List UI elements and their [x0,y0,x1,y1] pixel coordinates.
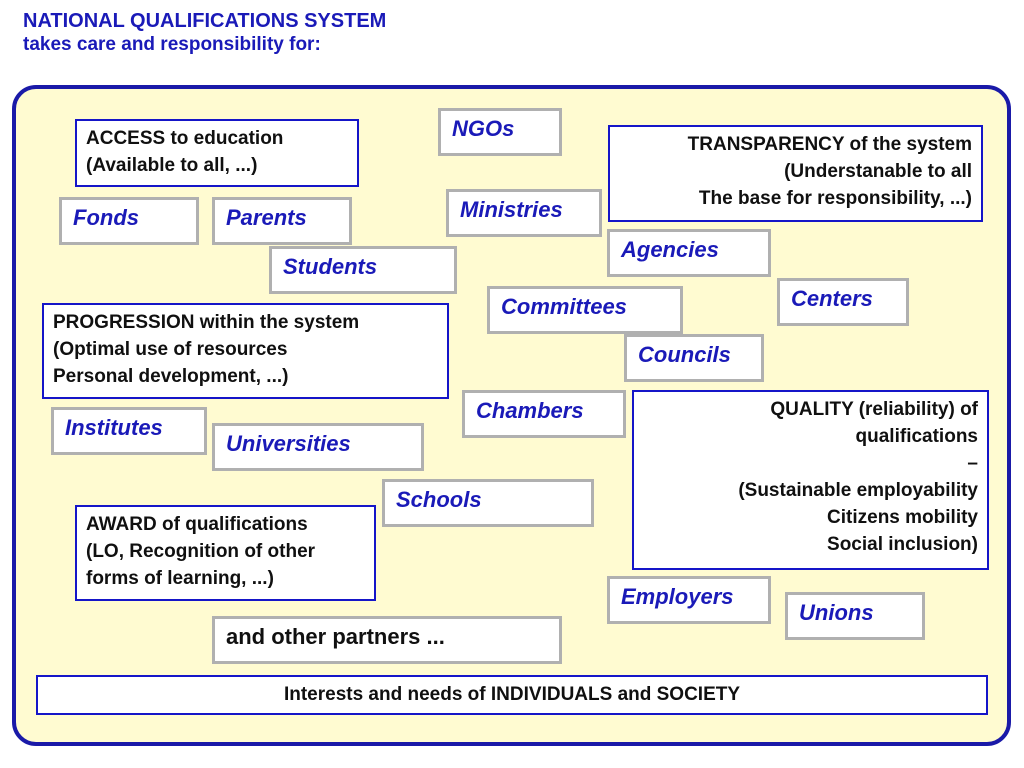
quality-line-3: – [967,453,978,474]
stakeholder-unions: Unions [785,592,925,640]
quality-box [632,390,989,570]
quality-line-6: Social inclusion) [827,534,978,555]
stakeholder-ministries: Ministries [446,189,602,237]
quality-line-1: QUALITY (reliability) of [770,399,978,420]
diagram-title [23,9,386,57]
progression-line-1: PROGRESSION within the system [53,312,360,333]
stakeholder-other-partners: and other partners ... [212,616,562,664]
access-box [75,119,359,187]
stakeholder-chambers: Chambers [462,390,626,438]
stakeholder-agencies: Agencies [607,229,771,277]
award-line-2: (LO, Recognition of other [86,541,316,562]
interests-box: Interests and needs of INDIVIDUALS and SOCIETY [36,675,988,715]
stakeholder-ngos: NGOs [438,108,562,156]
award-line-1: AWARD of qualifications [86,514,308,535]
quality-line-4: (Sustainable employability [738,480,978,501]
transparency-line-3: The base for responsibility, ...) [698,188,972,209]
transparency-line-1: TRANSPARENCY of the system [687,134,972,155]
progression-line-2: (Optimal use of resources [53,339,288,360]
title-subtitle: takes care and responsibility for: [23,34,321,55]
progression-box [42,303,449,399]
stakeholder-councils: Councils [624,334,764,382]
transparency-box [608,125,983,222]
stakeholder-institutes: Institutes [51,407,207,455]
access-line-2: (Available to all, ...) [86,155,258,176]
title-main: NATIONAL QUALIFICATIONS SYSTEM [23,10,387,32]
award-box [75,505,376,601]
stakeholder-universities: Universities [212,423,424,471]
stakeholder-centers: Centers [777,278,909,326]
stakeholder-parents: Parents [212,197,352,245]
progression-line-3: Personal development, ...) [53,366,289,387]
quality-line-2: qualifications [855,426,978,447]
stakeholder-students: Students [269,246,457,294]
stakeholder-employers: Employers [607,576,771,624]
stakeholder-schools: Schools [382,479,594,527]
quality-line-5: Citizens mobility [827,507,978,528]
access-line-1: ACCESS to education [86,128,284,149]
award-line-3: forms of learning, ...) [86,568,274,589]
stakeholder-committees: Committees [487,286,683,334]
stakeholder-fonds: Fonds [59,197,199,245]
transparency-line-2: (Understanable to all [784,161,972,182]
